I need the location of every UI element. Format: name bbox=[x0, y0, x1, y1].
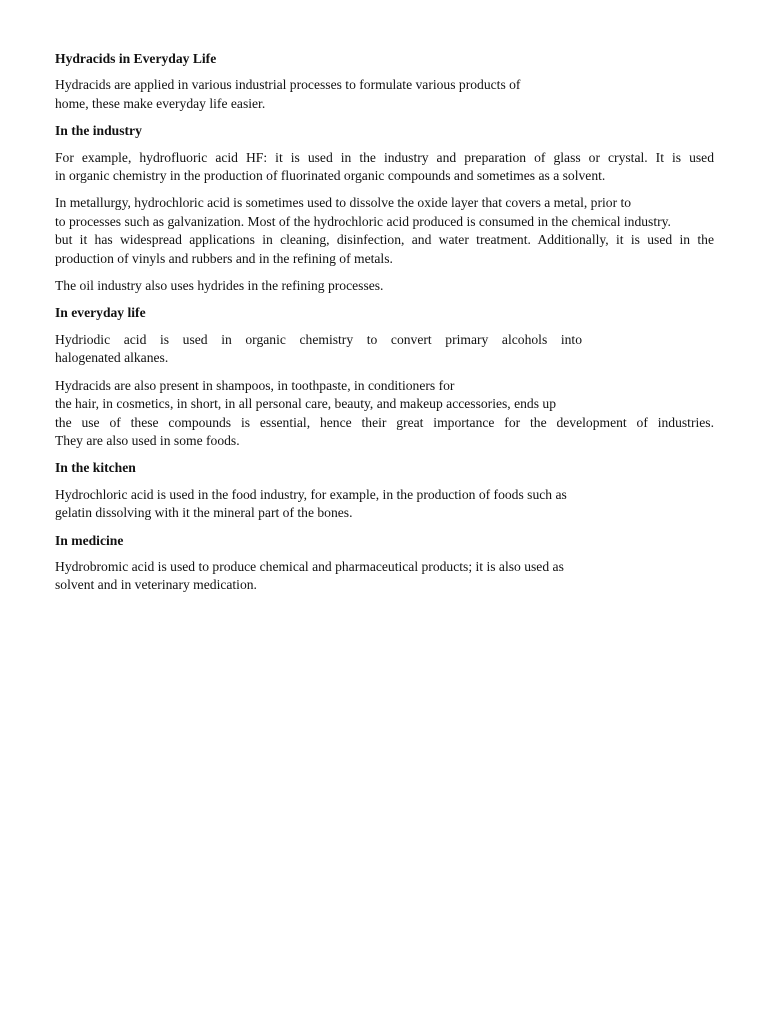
document-title: Hydracids in Everyday Life bbox=[55, 51, 217, 66]
text-line: in organic chemistry in the production of fluorinated organic compounds and sometimes as a solvent. bbox=[55, 168, 606, 184]
text-line: Hydrobromic acid is used to produce chemical and pharmaceutical products; it is also used as bbox=[55, 558, 564, 574]
text-line: Hydracids are applied in various industrial processes to formulate various products of bbox=[55, 77, 521, 93]
text-line: but it has widespread applications in cleaning, disinfection, and water treatment. Additionally, it is used in the bbox=[55, 232, 714, 248]
text-line: Hydriodic acid is used in organic chemistry to convert primary alcohols into bbox=[55, 331, 582, 347]
section-heading-industry: In the industry bbox=[55, 123, 142, 139]
document-page bbox=[55, 50, 730, 604]
text-line: Hydrochloric acid is used in the food industry, for example, in the production of foods such as bbox=[55, 486, 567, 502]
text-line: halogenated alkanes. bbox=[55, 350, 169, 366]
text-line: For example, hydrofluoric acid HF: it is used in the industry and preparation of glass or crystal. It is used bbox=[55, 149, 714, 165]
industry-paragraph-1 bbox=[55, 149, 730, 186]
text-line: Hydracids are also present in shampoos, in toothpaste, in conditioners for bbox=[55, 377, 455, 393]
section-heading-kitchen: In the kitchen bbox=[55, 460, 136, 476]
text-line: the use of these compounds is essential, hence their great importance for the development of industries. bbox=[55, 414, 714, 430]
text-line: In metallurgy, hydrochloric acid is sometimes used to dissolve the oxide layer that covers a metal, prior to bbox=[55, 195, 632, 211]
text-line: the hair, in cosmetics, in short, in all personal care, beauty, and makeup accessories, ends up bbox=[55, 396, 557, 412]
section-heading-medicine: In medicine bbox=[55, 532, 124, 548]
everyday-paragraph-1 bbox=[55, 331, 730, 368]
text-line: to processes such as galvanization. Most of the hydrochloric acid produced is consumed in the chemical industry. bbox=[55, 213, 671, 229]
text-line: The oil industry also uses hydrides in the refining processes. bbox=[55, 278, 384, 294]
medicine-paragraph bbox=[55, 558, 730, 595]
text-line: solvent and in veterinary medication. bbox=[55, 577, 257, 593]
industry-paragraph-2 bbox=[55, 194, 730, 268]
everyday-paragraph-2 bbox=[55, 377, 730, 451]
text-line: They are also used in some foods. bbox=[55, 432, 240, 448]
text-line: gelatin dissolving with it the mineral part of the bones. bbox=[55, 505, 353, 521]
kitchen-paragraph bbox=[55, 486, 730, 523]
text-line: production of vinyls and rubbers and in the refining of metals. bbox=[55, 250, 393, 266]
text-line: home, these make everyday life easier. bbox=[55, 95, 266, 111]
section-heading-everyday: In everyday life bbox=[55, 305, 146, 321]
industry-paragraph-3 bbox=[55, 277, 730, 295]
intro-paragraph bbox=[55, 76, 730, 113]
